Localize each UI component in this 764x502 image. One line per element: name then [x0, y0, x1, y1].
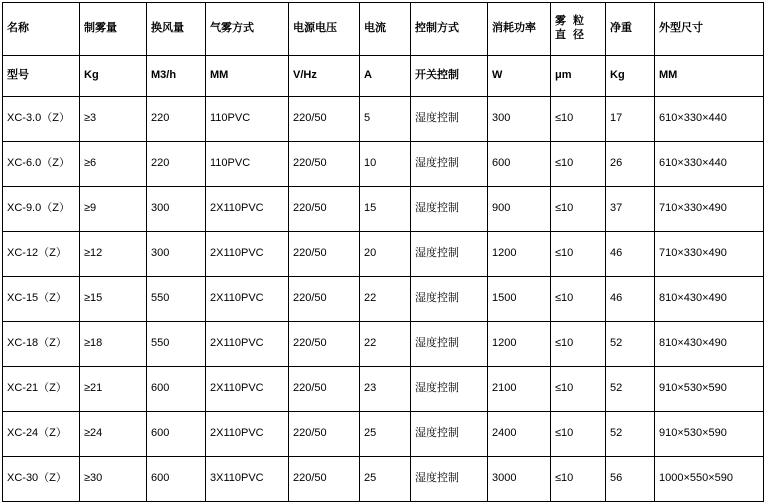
cell-fog-mode: 2X110PVC [206, 187, 289, 232]
cell-fog-mode: 2X110PVC [206, 322, 289, 367]
cell-model: XC-15（Z） [3, 277, 80, 322]
header-cell-net-weight: 净重 [606, 3, 655, 56]
cell-power: 2100 [488, 367, 551, 412]
cell-fog-output: ≥12 [80, 232, 147, 277]
cell-droplet-diameter: ≤10 [551, 412, 606, 457]
cell-model: XC-9.0（Z） [3, 187, 80, 232]
unit-cell-dimensions: MM [655, 56, 764, 97]
cell-droplet-diameter: ≤10 [551, 232, 606, 277]
cell-power: 3000 [488, 457, 551, 502]
cell-droplet-diameter: ≤10 [551, 142, 606, 187]
cell-droplet-diameter: ≤10 [551, 367, 606, 412]
cell-model: XC-30（Z） [3, 457, 80, 502]
cell-voltage: 220/50 [289, 412, 360, 457]
cell-control-mode: 湿度控制 [411, 142, 488, 187]
cell-power: 900 [488, 187, 551, 232]
cell-air-volume: 600 [147, 367, 206, 412]
unit-cell-air-volume: M3/h [147, 56, 206, 97]
cell-fog-output: ≥21 [80, 367, 147, 412]
cell-model: XC-21（Z） [3, 367, 80, 412]
table-row [3, 322, 764, 367]
cell-current: 15 [360, 187, 411, 232]
cell-power: 1500 [488, 277, 551, 322]
cell-air-volume: 550 [147, 277, 206, 322]
cell-net-weight: 46 [606, 232, 655, 277]
cell-dimensions: 610×330×440 [655, 142, 764, 187]
cell-fog-output: ≥6 [80, 142, 147, 187]
cell-dimensions: 810×430×490 [655, 277, 764, 322]
specification-table [2, 2, 764, 502]
cell-fog-mode: 2X110PVC [206, 367, 289, 412]
unit-cell-control-mode: 开关控制 [411, 56, 488, 97]
cell-net-weight: 52 [606, 412, 655, 457]
cell-dimensions: 710×330×490 [655, 187, 764, 232]
cell-control-mode: 湿度控制 [411, 412, 488, 457]
cell-power: 300 [488, 97, 551, 142]
cell-dimensions: 810×430×490 [655, 322, 764, 367]
table-row [3, 97, 764, 142]
cell-droplet-diameter: ≤10 [551, 277, 606, 322]
cell-current: 22 [360, 322, 411, 367]
cell-current: 20 [360, 232, 411, 277]
cell-power: 1200 [488, 232, 551, 277]
cell-voltage: 220/50 [289, 187, 360, 232]
cell-dimensions: 610×330×440 [655, 97, 764, 142]
table-unit-row [3, 56, 764, 97]
unit-cell-voltage: V/Hz [289, 56, 360, 97]
cell-air-volume: 550 [147, 322, 206, 367]
cell-model: XC-18（Z） [3, 322, 80, 367]
cell-droplet-diameter: ≤10 [551, 97, 606, 142]
cell-net-weight: 46 [606, 277, 655, 322]
cell-fog-output: ≥9 [80, 187, 147, 232]
cell-model: XC-6.0（Z） [3, 142, 80, 187]
table-row [3, 412, 764, 457]
cell-control-mode: 湿度控制 [411, 322, 488, 367]
cell-control-mode: 湿度控制 [411, 367, 488, 412]
cell-fog-mode: 2X110PVC [206, 277, 289, 322]
cell-fog-output: ≥18 [80, 322, 147, 367]
unit-cell-current: A [360, 56, 411, 97]
cell-control-mode: 湿度控制 [411, 457, 488, 502]
header-cell-control-mode: 控制方式 [411, 3, 488, 56]
cell-control-mode: 湿度控制 [411, 187, 488, 232]
cell-current: 10 [360, 142, 411, 187]
cell-dimensions: 910×530×590 [655, 412, 764, 457]
cell-fog-output: ≥24 [80, 412, 147, 457]
cell-power: 2400 [488, 412, 551, 457]
cell-current: 25 [360, 457, 411, 502]
cell-air-volume: 600 [147, 457, 206, 502]
unit-cell-fog-output: Kg [80, 56, 147, 97]
cell-net-weight: 26 [606, 142, 655, 187]
cell-current: 22 [360, 277, 411, 322]
cell-fog-mode: 110PVC [206, 97, 289, 142]
cell-net-weight: 37 [606, 187, 655, 232]
cell-current: 23 [360, 367, 411, 412]
header-cell-droplet-diameter: 雾 粒 直 径 [551, 3, 606, 56]
cell-model: XC-3.0（Z） [3, 97, 80, 142]
cell-fog-mode: 2X110PVC [206, 412, 289, 457]
cell-air-volume: 300 [147, 232, 206, 277]
header-cell-current: 电流 [360, 3, 411, 56]
cell-power: 600 [488, 142, 551, 187]
header-cell-dimensions: 外型尺寸 [655, 3, 764, 56]
cell-net-weight: 52 [606, 367, 655, 412]
cell-control-mode: 湿度控制 [411, 232, 488, 277]
cell-voltage: 220/50 [289, 457, 360, 502]
cell-control-mode: 湿度控制 [411, 97, 488, 142]
cell-air-volume: 300 [147, 187, 206, 232]
cell-voltage: 220/50 [289, 97, 360, 142]
cell-power: 1200 [488, 322, 551, 367]
unit-cell-power: W [488, 56, 551, 97]
table-header-row [3, 3, 764, 56]
unit-cell-net-weight: Kg [606, 56, 655, 97]
table-row [3, 277, 764, 322]
cell-droplet-diameter: ≤10 [551, 187, 606, 232]
cell-model: XC-24（Z） [3, 412, 80, 457]
cell-droplet-diameter: ≤10 [551, 322, 606, 367]
cell-air-volume: 220 [147, 142, 206, 187]
cell-air-volume: 600 [147, 412, 206, 457]
table-row [3, 142, 764, 187]
table-row [3, 232, 764, 277]
cell-dimensions: 1000×550×590 [655, 457, 764, 502]
header-cell-fog-output: 制雾量 [80, 3, 147, 56]
cell-current: 25 [360, 412, 411, 457]
unit-cell-model: 型号 [3, 56, 80, 97]
table-row [3, 367, 764, 412]
cell-fog-mode: 3X110PVC [206, 457, 289, 502]
unit-cell-fog-mode: MM [206, 56, 289, 97]
cell-net-weight: 17 [606, 97, 655, 142]
cell-fog-output: ≥3 [80, 97, 147, 142]
cell-current: 5 [360, 97, 411, 142]
cell-fog-mode: 2X110PVC [206, 232, 289, 277]
cell-voltage: 220/50 [289, 142, 360, 187]
header-cell-fog-mode: 气雾方式 [206, 3, 289, 56]
cell-net-weight: 56 [606, 457, 655, 502]
cell-voltage: 220/50 [289, 367, 360, 412]
cell-droplet-diameter: ≤10 [551, 457, 606, 502]
cell-control-mode: 湿度控制 [411, 277, 488, 322]
header-cell-name: 名称 [3, 3, 80, 56]
cell-voltage: 220/50 [289, 232, 360, 277]
cell-fog-output: ≥30 [80, 457, 147, 502]
table-row [3, 457, 764, 502]
header-cell-air-volume: 换风量 [147, 3, 206, 56]
cell-fog-output: ≥15 [80, 277, 147, 322]
cell-fog-mode: 110PVC [206, 142, 289, 187]
cell-dimensions: 710×330×490 [655, 232, 764, 277]
cell-voltage: 220/50 [289, 322, 360, 367]
cell-net-weight: 52 [606, 322, 655, 367]
cell-voltage: 220/50 [289, 277, 360, 322]
table-row [3, 187, 764, 232]
header-cell-voltage: 电源电压 [289, 3, 360, 56]
cell-model: XC-12（Z） [3, 232, 80, 277]
unit-cell-droplet-diameter: μm [551, 56, 606, 97]
cell-air-volume: 220 [147, 97, 206, 142]
cell-dimensions: 910×530×590 [655, 367, 764, 412]
header-cell-power: 消耗功率 [488, 3, 551, 56]
